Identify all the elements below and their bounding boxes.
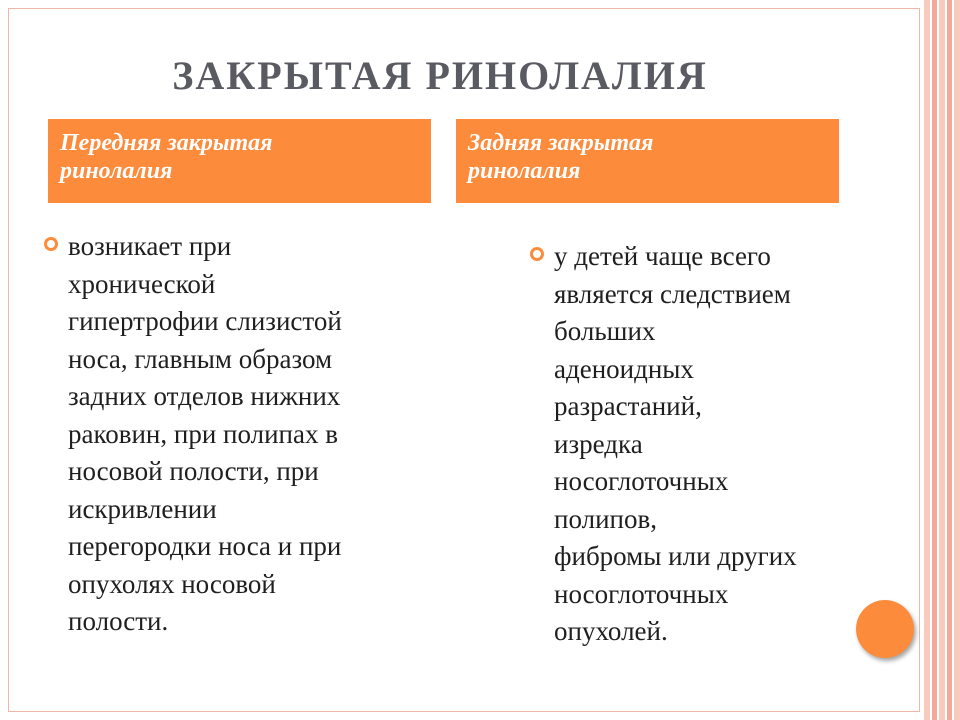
bullet-text: у детей чаще всего является следствием больших аденоидных разрастаний, изредка носоглоточных полипов, фибромы или других носоглоточных опухолей. (554, 241, 797, 646)
column-header-label: Передняя закрытая ринолалия (60, 130, 273, 184)
column-header-posterior (456, 119, 839, 203)
bullet-text: возникает при хронической гипертрофии слизистой носа, главным образом задних отделов нижних раковин, при полипах в носовой полости, при искривлении перегородки носа и при опухолях носовой полости. (68, 231, 342, 636)
bullet-item-posterior (530, 238, 890, 651)
circle-bullet-icon (530, 247, 544, 261)
stripe (924, 0, 930, 720)
bullet-item-anterior (44, 228, 444, 641)
decorative-circle-icon (856, 600, 914, 658)
stripe (939, 0, 945, 720)
stripe (947, 0, 952, 720)
column-header-anterior (48, 119, 431, 203)
circle-bullet-icon (44, 237, 58, 251)
decorative-side-stripes (924, 0, 960, 720)
stripe (954, 0, 960, 720)
slide-title: ЗАКРЫТАЯ РИНОЛАЛИЯ (172, 53, 708, 98)
stripe (932, 0, 937, 720)
column-header-label: Задняя закрытая ринолалия (468, 130, 654, 184)
